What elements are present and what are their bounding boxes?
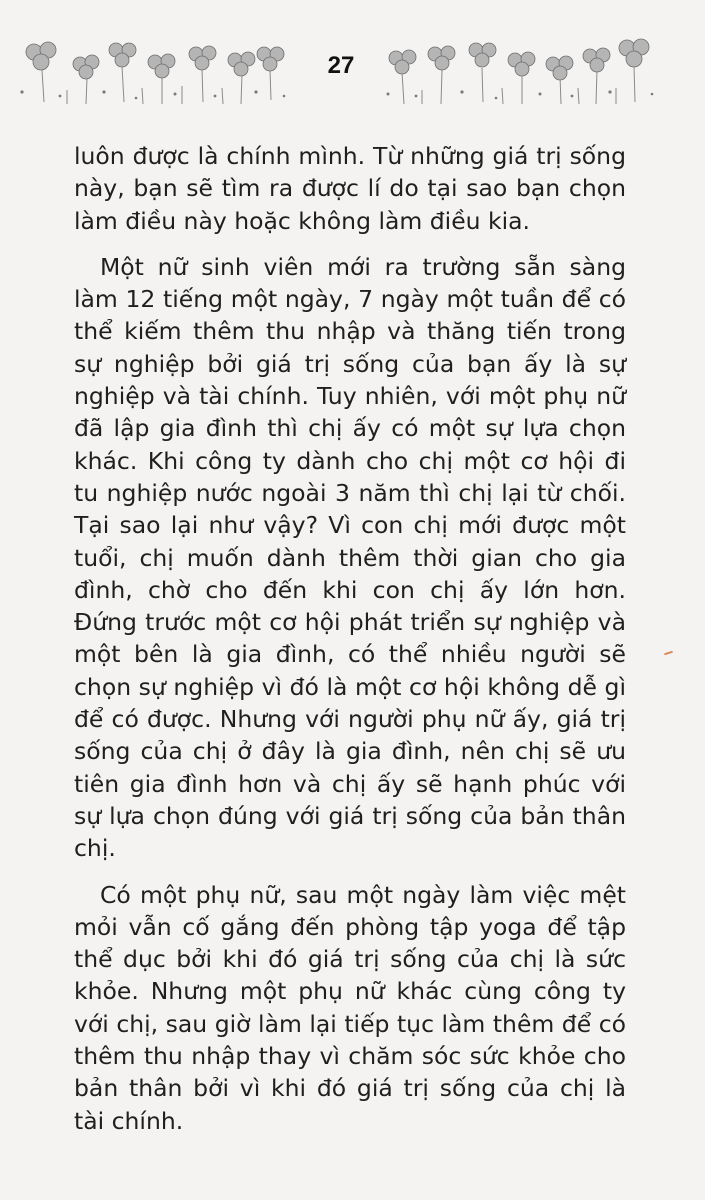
- paragraph: luôn được là chính mình. Từ những giá trị sống này, bạn sẽ tìm ra được lí do tại sao bạn chọn làm điều này hoặc không làm điều kia.: [74, 142, 626, 235]
- clover-flowers-ornament-right: [382, 30, 662, 110]
- page-header: [0, 30, 705, 110]
- clover-flowers-ornament-left: [12, 30, 292, 110]
- ink-speck: [664, 651, 673, 656]
- body-text: [74, 140, 626, 1151]
- paragraph: Một nữ sinh viên mới ra trường sẵn sàng làm 12 tiếng một ngày, 7 ngày một tuần để có thể kiếm thêm thu nhập và thăng tiến trong sự nghiệp bởi giá trị sống của bạn ấy là sự nghiệp và tài chính. Tuy nhiên, với một phụ nữ đã lập gia đình thì chị ấy có một sự lựa chọn khác. Khi công ty dành cho chị một cơ hội đi tu nghiệp nước ngoài 3 năm thì chị lại từ chối. Tại sao lại như vậy? Vì con chị mới được một tuổi, chị muốn dành thêm thời gian cho gia đình, chờ cho đến khi con chị ấy lớn hơn. Đứng trước một cơ hội phát triển sự nghiệp và một bên là gia đình, có thể nhiều người sẽ chọn sự nghiệp vì đó là một cơ hội không dễ gì để có được. Nhưng với người phụ nữ ấy, giá trị sống của chị ở đây là gia đình, nên chị sẽ ưu tiên gia đình hơn và chị ấy sẽ hạnh phúc với sự lựa chọn đúng với giá trị sống của bản thân chị.: [74, 252, 626, 863]
- page-number: 27: [327, 52, 355, 79]
- paragraph: Có một phụ nữ, sau một ngày làm việc mệt mỏi vẫn cố gắng đến phòng tập yoga để tập thể dục bởi khi đó giá trị sống của chị là sức khỏe. Nhưng một phụ nữ khác cùng công ty với chị, sau giờ làm lại tiếp tục làm thêm để có thêm thu nhập thay vì chăm sóc sức khỏe cho bản thân bởi vì khi đó giá trị sống của chị là tài chính.: [74, 880, 626, 1135]
